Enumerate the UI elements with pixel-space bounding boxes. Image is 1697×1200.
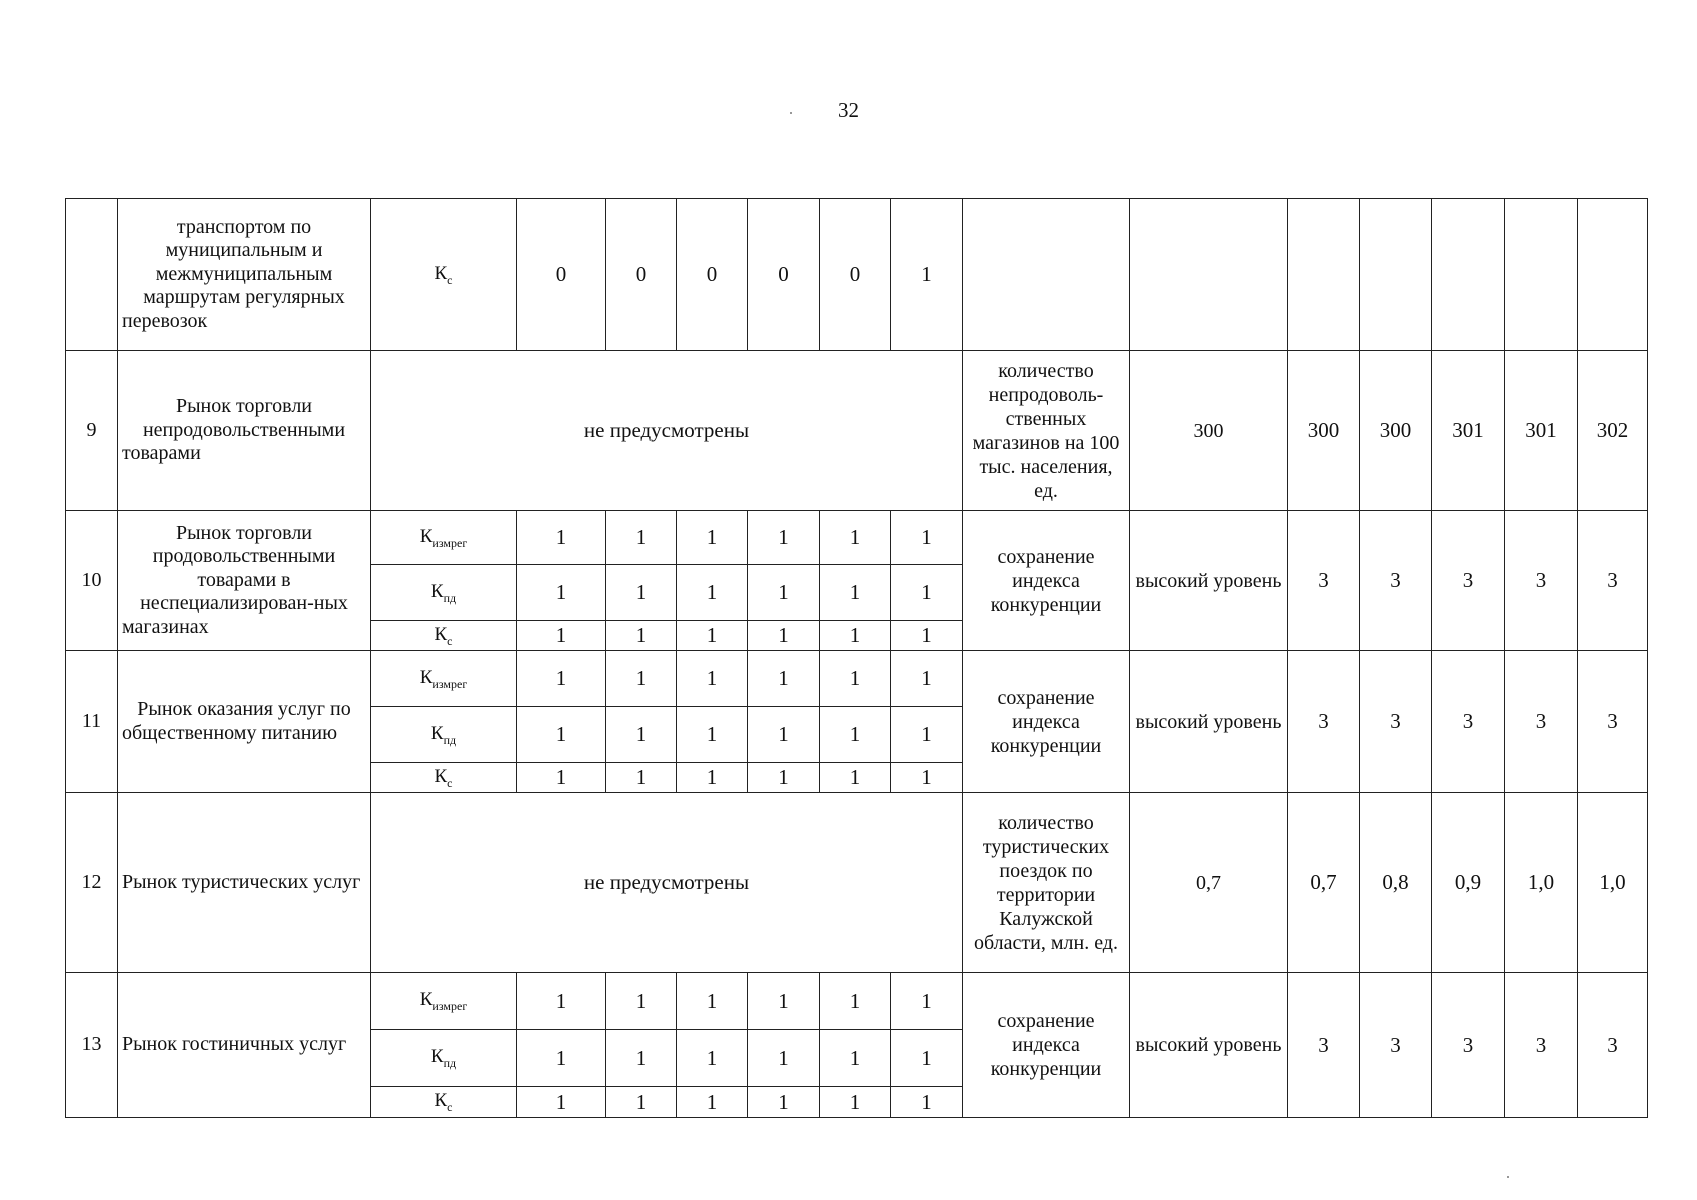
coefficient-label-kc: $К_с$ <box>371 621 517 651</box>
year-value: 0,8 <box>1360 793 1432 973</box>
target-value: 0,7 <box>1130 793 1288 973</box>
coefficient-value: 1 <box>748 1087 820 1118</box>
market-name: Рынок гостиничных услуг <box>118 973 371 1118</box>
year-value: 0,7 <box>1288 793 1360 973</box>
year-value: 3 <box>1360 651 1432 793</box>
table-row-12 <box>66 793 1648 973</box>
row-number: 12 <box>66 793 118 973</box>
year-value: 3 <box>1360 511 1432 651</box>
coefficient-value: 1 <box>891 1087 963 1118</box>
coefficient-value: 1 <box>606 565 677 621</box>
table-row-11 <box>66 651 1648 707</box>
year-value: 301 <box>1432 351 1505 511</box>
coefficient-value: 1 <box>606 973 677 1030</box>
year-value <box>1578 199 1648 351</box>
coefficient-value: 1 <box>748 763 820 793</box>
year-value: 3 <box>1578 651 1648 793</box>
page-number: 32 <box>838 98 859 122</box>
coefficient-value: 1 <box>517 1030 606 1087</box>
indicator-cell: сохранение индекса конкуренции <box>963 973 1130 1118</box>
coefficient-value: 1 <box>677 621 748 651</box>
coefficient-value: 1 <box>891 621 963 651</box>
coefficient-value: 1 <box>891 651 963 707</box>
coefficient-value: 1 <box>820 651 891 707</box>
table-row-10 <box>66 511 1648 565</box>
market-name: Рынок оказания услуг по общественному питанию <box>118 651 371 793</box>
year-value: 302 <box>1578 351 1648 511</box>
coefficient-value: 0 <box>606 199 677 351</box>
indicator-cell: сохранение индекса конкуренции <box>963 511 1130 651</box>
coefficient-label-kpd: $К_{пд}$ <box>371 707 517 763</box>
coefficient-value: 1 <box>748 651 820 707</box>
coefficient-label-kizmreg: $К_{измрег}$ <box>371 511 517 565</box>
scan-speck <box>790 112 792 114</box>
year-value: 1,0 <box>1578 793 1648 973</box>
target-value: высокий уровень <box>1130 511 1288 651</box>
row-number: 11 <box>66 651 118 793</box>
coefficient-value: 1 <box>677 1030 748 1087</box>
coefficient-value: 1 <box>891 199 963 351</box>
coefficient-value: 1 <box>820 707 891 763</box>
year-value: 0,9 <box>1432 793 1505 973</box>
indicator-cell: количество непродоволь-ственных магазинов на 100 тыс. населения, ед. <box>963 351 1130 511</box>
coefficient-value: 1 <box>748 1030 820 1087</box>
coefficient-value: 1 <box>677 1087 748 1118</box>
coefficient-value: 1 <box>517 973 606 1030</box>
coefficient-value: 1 <box>677 763 748 793</box>
coefficient-label-kizmreg: $К_{измрег}$ <box>371 973 517 1030</box>
coefficient-value: 1 <box>606 1087 677 1118</box>
coefficient-value: 1 <box>677 707 748 763</box>
coefficient-value: 1 <box>891 763 963 793</box>
coefficient-value: 1 <box>677 511 748 565</box>
coefficient-value: 1 <box>517 565 606 621</box>
target-value <box>1130 199 1288 351</box>
coefficient-value: 1 <box>677 651 748 707</box>
coefficient-value: 1 <box>748 511 820 565</box>
year-value: 3 <box>1288 973 1360 1118</box>
coefficient-value: 1 <box>517 707 606 763</box>
coefficient-value: 0 <box>820 199 891 351</box>
table-row-continuation <box>66 199 1648 351</box>
coefficient-value: 1 <box>820 973 891 1030</box>
year-value: 3 <box>1432 651 1505 793</box>
table-row-9 <box>66 351 1648 511</box>
year-value: 301 <box>1505 351 1578 511</box>
year-value <box>1288 199 1360 351</box>
coefficient-label-kc: $К_с$ <box>371 763 517 793</box>
year-value: 3 <box>1432 973 1505 1118</box>
year-value <box>1505 199 1578 351</box>
indicator-cell: количество туристических поездок по территории Калужской области, млн. ед. <box>963 793 1130 973</box>
coefficient-label-kc: $К_с$ <box>371 1087 517 1118</box>
target-value: 300 <box>1130 351 1288 511</box>
coefficient-label-kpd: $К_{пд}$ <box>371 565 517 621</box>
year-value: 3 <box>1505 973 1578 1118</box>
coefficient-value: 1 <box>820 1030 891 1087</box>
coefficient-value: 1 <box>820 565 891 621</box>
indicator-cell <box>963 199 1130 351</box>
coefficient-value: 1 <box>517 763 606 793</box>
year-value: 3 <box>1288 511 1360 651</box>
coefficient-value: 1 <box>677 565 748 621</box>
coefficient-value: 0 <box>748 199 820 351</box>
coefficient-label-kc: $К_с$ <box>371 199 517 351</box>
coefficient-value: 1 <box>820 763 891 793</box>
coefficient-value: 1 <box>517 1087 606 1118</box>
coefficient-value: 1 <box>748 707 820 763</box>
scan-speck <box>1507 1176 1509 1178</box>
coefficient-value: 1 <box>891 511 963 565</box>
row-number <box>66 199 118 351</box>
row-number: 9 <box>66 351 118 511</box>
coefficient-value: 1 <box>606 1030 677 1087</box>
coefficient-value: 1 <box>820 1087 891 1118</box>
coefficient-value: 1 <box>748 973 820 1030</box>
competition-indicators-table <box>65 198 1648 1118</box>
coefficient-value: 1 <box>517 511 606 565</box>
market-name: Рынок торговли непродовольственными товарами <box>118 351 371 511</box>
coefficient-value: 1 <box>748 565 820 621</box>
row-number: 13 <box>66 973 118 1118</box>
year-value: 3 <box>1360 973 1432 1118</box>
year-value: 3 <box>1578 511 1648 651</box>
year-value: 300 <box>1288 351 1360 511</box>
not-provided-note: не предусмотрены <box>371 793 963 973</box>
year-value: 3 <box>1432 511 1505 651</box>
coefficient-value: 1 <box>517 621 606 651</box>
year-value <box>1432 199 1505 351</box>
year-value: 300 <box>1360 351 1432 511</box>
year-value: 1,0 <box>1505 793 1578 973</box>
coefficient-value: 1 <box>820 511 891 565</box>
market-name: Рынок торговли продовольственными товарами в неспециализирован-ных магазинах <box>118 511 371 651</box>
target-value: высокий уровень <box>1130 651 1288 793</box>
coefficient-value: 1 <box>891 1030 963 1087</box>
year-value: 3 <box>1288 651 1360 793</box>
table-row-13 <box>66 973 1648 1030</box>
market-name: транспортом по муниципальным и межмуниципальным маршрутам регулярных перевозок <box>118 199 371 351</box>
coefficient-value: 1 <box>606 707 677 763</box>
coefficient-label-kpd: $К_{пд}$ <box>371 1030 517 1087</box>
coefficient-label-kizmreg: $К_{измрег}$ <box>371 651 517 707</box>
coefficient-value: 1 <box>517 651 606 707</box>
market-name: Рынок туристических услуг <box>118 793 371 973</box>
coefficient-value: 1 <box>606 621 677 651</box>
coefficient-value: 1 <box>606 511 677 565</box>
coefficient-value: 1 <box>748 621 820 651</box>
coefficient-value: 1 <box>606 763 677 793</box>
year-value: 3 <box>1578 973 1648 1118</box>
coefficient-value: 1 <box>891 565 963 621</box>
coefficient-value: 0 <box>517 199 606 351</box>
year-value: 3 <box>1505 511 1578 651</box>
year-value: 3 <box>1505 651 1578 793</box>
target-value: высокий уровень <box>1130 973 1288 1118</box>
indicator-cell: сохранение индекса конкуренции <box>963 651 1130 793</box>
coefficient-value: 0 <box>677 199 748 351</box>
year-value <box>1360 199 1432 351</box>
coefficient-value: 1 <box>891 707 963 763</box>
row-number: 10 <box>66 511 118 651</box>
coefficient-value: 1 <box>820 621 891 651</box>
coefficient-value: 1 <box>891 973 963 1030</box>
coefficient-value: 1 <box>677 973 748 1030</box>
coefficient-value: 1 <box>606 651 677 707</box>
not-provided-note: не предусмотрены <box>371 351 963 511</box>
